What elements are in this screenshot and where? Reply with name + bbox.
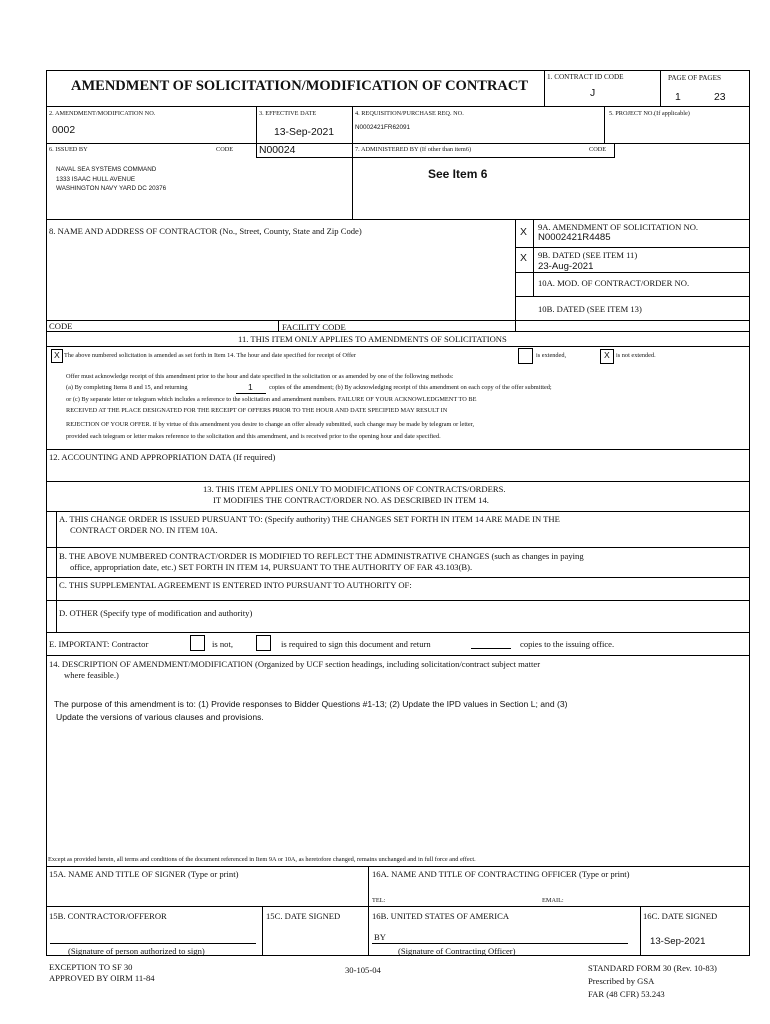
item3-label: 3. EFFECTIVE DATE	[259, 110, 317, 117]
item11-para3: or (c) By separate letter or telegram which includes a reference to the solicitation and amendment numbers. FAILURE OF YOUR ACKNOWLEDGMENT TO BE	[66, 396, 477, 403]
item11-para1: Offer must acknowledge receipt of this amendment prior to the hour and date specified in the solicitation or as amended by one of the following methods:	[66, 373, 454, 380]
itemE-required-checkbox[interactable]	[256, 635, 271, 651]
item11-para2b: copies of the amendment; (b) By acknowledging receipt of this amendment on each copy of the offer submitted;	[269, 384, 552, 391]
footer-right: STANDARD FORM 30 (Rev. 10-83) Prescribed by GSA FAR (48 CFR) 53.243	[588, 963, 717, 999]
item11-not-extended-label: is not extended.	[616, 352, 656, 359]
footer-center: 30-105-04	[345, 965, 381, 975]
item6-label: 6. ISSUED BY	[49, 146, 88, 153]
item7-value: See Item 6	[428, 167, 488, 181]
contract-id-code-label: 1. CONTRACT ID CODE	[547, 73, 624, 81]
item13b-line1: B. THE ABOVE NUMBERED CONTRACT/ORDER IS MODIFIED TO REFLECT THE ADMINISTRATIVE CHANGES (such as changes in paying	[59, 551, 584, 561]
item12-label: 12. ACCOUNTING AND APPROPRIATION DATA (If required)	[49, 452, 276, 462]
item8-label: 8. NAME AND ADDRESS OF CONTRACTOR (No., Street, County, State and Zip Code)	[49, 226, 362, 236]
item10a-label: 10A. MOD. OF CONTRACT/ORDER NO.	[538, 278, 690, 288]
item7-label: 7. ADMINISTERED BY (If other than item6)	[355, 146, 472, 153]
item9b-value: 23-Aug-2021	[538, 261, 594, 272]
page-of-pages-label: PAGE OF PAGES	[668, 74, 721, 82]
item11-copies-value: 1	[248, 382, 253, 392]
item10b-label: 10B. DATED (SEE ITEM 13)	[538, 304, 642, 314]
item11-para4: RECEIVED AT THE PLACE DESIGNATED FOR THE RECEIPT OF OFFERS PRIOR TO THE HOUR AND DATE SPECIFIED MAY RESULT IN	[66, 407, 448, 414]
item6-code-value: N00024	[259, 145, 296, 156]
item2-value: 0002	[52, 125, 76, 136]
item9a-check: X	[520, 227, 527, 238]
item14-text2: Update the versions of various clauses and provisions.	[56, 712, 264, 722]
item13b-line2: office, appropriation date, etc.) SET FORTH IN ITEM 14, PURSUANT TO THE AUTHORITY OF FAR 43.103(B).	[70, 562, 473, 572]
item9a-label: 9A. AMENDMENT OF SOLICITATION NO.	[538, 222, 699, 232]
item13c: C. THIS SUPPLEMENTAL AGREEMENT IS ENTERED INTO PURSUANT TO AUTHORITY OF:	[59, 580, 412, 590]
facility-code-label: FACILITY CODE	[282, 322, 346, 332]
item11-text1: The above numbered solicitation is amended as set forth in Item 14. The hour and date specified for receipt of Offer	[64, 352, 356, 359]
itemE-required-label: is required to sign this document and return	[281, 639, 431, 649]
itemE-copies-label: copies to the issuing office.	[520, 639, 615, 649]
item5-label: 5. PROJECT NO.(If applicable)	[609, 110, 690, 117]
item7-code-label: CODE	[589, 146, 607, 153]
item11-extended-checkbox[interactable]	[518, 348, 533, 364]
item11-header: 11. THIS ITEM ONLY APPLIES TO AMENDMENTS OF SOLICITATIONS	[238, 334, 507, 344]
item13-header2: IT MODIFIES THE CONTRACT/ORDER NO. AS DESCRIBED IN ITEM 14.	[213, 495, 489, 505]
item9b-check: X	[520, 253, 527, 264]
item4-label: 4. REQUISITION/PURCHASE REQ. NO.	[355, 110, 464, 117]
item11-para2a: (a) By completing Items 8 and 15, and returning	[66, 384, 188, 391]
item6-address: NAVAL SEA SYSTEMS COMMAND 1333 ISAAC HULL AVENUE WASHINGTON NAVY YARD DC 20376	[56, 166, 167, 192]
item11-not-extended-checkbox[interactable]: X	[600, 349, 614, 364]
item15a-label: 15A. NAME AND TITLE OF SIGNER (Type or print)	[49, 869, 239, 879]
sig-person-label: (Signature of person authorized to sign)	[68, 946, 205, 956]
tel-label: TEL:	[372, 897, 386, 904]
item16a-label: 16A. NAME AND TITLE OF CONTRACTING OFFICER (Type or print)	[372, 869, 630, 879]
item13a-line2: CONTRACT ORDER NO. IN ITEM 10A.	[70, 525, 218, 535]
item15b-label: 15B. CONTRACTOR/OFFEROR	[49, 911, 167, 921]
form-title: AMENDMENT OF SOLICITATION/MODIFICATION OF CONTRACT	[71, 78, 529, 94]
page-number: 1	[675, 92, 681, 103]
item11-extended-label: is extended,	[536, 352, 567, 359]
item9a-value: N0002421R4485	[538, 232, 611, 243]
item16b-label: 16B. UNITED STATES OF AMERICA	[372, 911, 510, 921]
contractor-code-label: CODE	[49, 321, 73, 331]
item11-para5: REJECTION OF YOUR OFFER. If by virtue of this amendment you desire to change an offer already submitted, such change may be made by telegram or letter,	[66, 421, 475, 428]
item13-header1: 13. THIS ITEM APPLIES ONLY TO MODIFICATIONS OF CONTRACTS/ORDERS.	[203, 484, 506, 494]
item11-para6: provided each telegram or letter makes reference to the solicitation and this amendment, and is received prior to the opening hour and date specified.	[66, 433, 441, 440]
item13a-line1: A. THIS CHANGE ORDER IS ISSUED PURSUANT TO: (Specify authority) THE CHANGES SET FORTH IN ITEM 14 ARE MADE IN THE	[59, 514, 560, 524]
item16c-label: 16C. DATE SIGNED	[643, 911, 718, 921]
contract-id-code-value: J	[590, 88, 596, 99]
item16b-by: BY	[374, 932, 386, 942]
itemE-is-not-checkbox[interactable]	[190, 635, 205, 651]
item2-label: 2. AMENDMENT/MODIFICATION NO.	[49, 110, 156, 117]
itemE-label: E. IMPORTANT: Contractor	[49, 639, 149, 649]
item13d: D. OTHER (Specify type of modification and authority)	[59, 608, 253, 618]
footer-left: EXCEPTION TO SF 30 APPROVED BY OIRM 11-84	[49, 962, 155, 983]
item11-amended-checkbox[interactable]: X	[51, 349, 63, 363]
item15c-label: 15C. DATE SIGNED	[266, 911, 341, 921]
item14-label1: 14. DESCRIPTION OF AMENDMENT/MODIFICATION (Organized by UCF section headings, including solicitation/contract subject matter	[49, 659, 541, 669]
item6-code-label: CODE	[216, 146, 234, 153]
item16c-value: 13-Sep-2021	[650, 936, 706, 947]
item14-text1: The purpose of this amendment is to: (1) Provide responses to Bidder Questions #1-13; (2) Update the IPD values in Section L; and (3)	[54, 699, 568, 709]
itemE-is-not-label: is not,	[212, 639, 234, 649]
item3-value: 13-Sep-2021	[274, 127, 335, 138]
item9b-label: 9B. DATED (SEE ITEM 11)	[538, 250, 638, 260]
item14-label2: where feasible.)	[64, 670, 119, 680]
email-label: EMAIL:	[542, 897, 564, 904]
page-total: 23	[714, 92, 726, 103]
except-text: Except as provided herein, all terms and conditions of the document referenced in Item 9A or 10A, as heretofore changed, remains unchanged and in full force and effect.	[48, 856, 476, 863]
item4-value: N0002421FR62091	[355, 124, 410, 131]
sig-officer-label: (Signature of Contracting Officer)	[398, 946, 516, 956]
